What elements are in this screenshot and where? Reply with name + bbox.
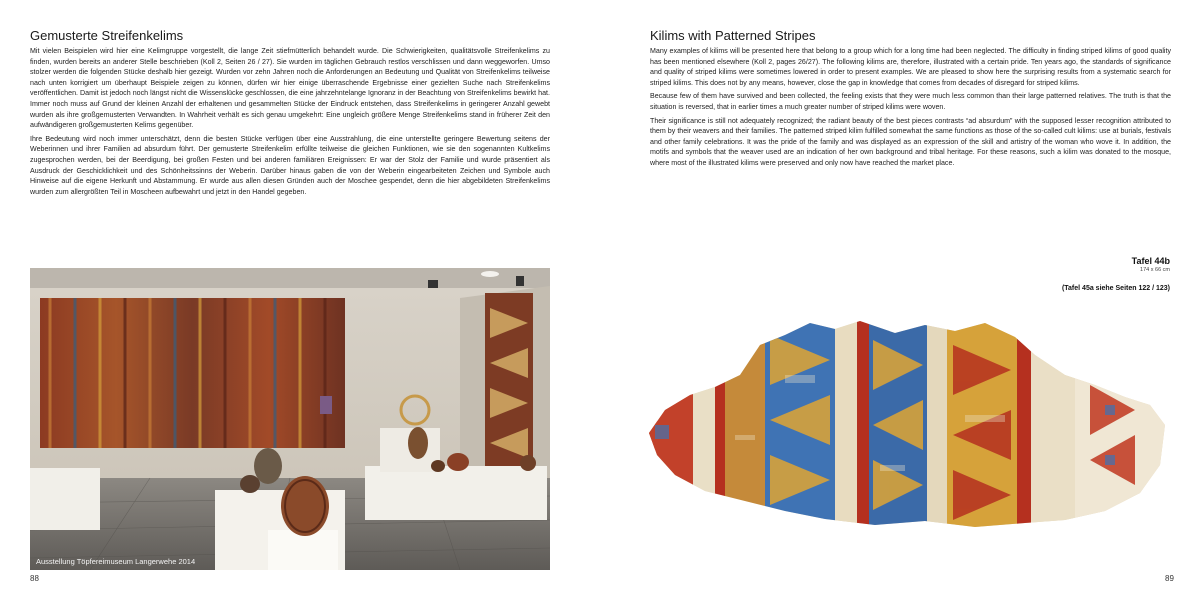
english-paragraph-2: Because few of them have survived and been collected, the feeling exists that they were much less common than their large patterned relatives. The truth is that the situation is reversed, that in earlier times a much greater number of striped kilims were woven. xyxy=(650,92,1171,111)
german-heading: Gemusterte Streifenkelims xyxy=(30,28,184,43)
english-paragraph-3: Their significance is still not adequately recognized; the radiant beauty of the best pieces contrasts “ad absurdum” with the supposed lesser recognition attributed to them by their weavers and their families. The patterned striped kilim fulfilled somewhat the same functions as those of the so-called cult kilims: use at burials, festivals and other family celebrations. It was the pride of the family and was displayed as an expression of the skill and artistry of the woman who wove it. In addition, the motifs and symbols that the weaver used are an indication of her own background and tribal heritage. For these reasons, such a kilim was donated to the mosque, where most of the illustrated kilims were preserved and only now have reached the market place. xyxy=(650,116,1171,167)
plate-dimensions: 174 x 66 cm xyxy=(1140,267,1170,273)
right-page-number: 89 xyxy=(1165,574,1174,583)
right-page xyxy=(600,0,1200,600)
german-paragraph-2: Ihre Bedeutung wird noch immer unterschätzt, denn die besten Stücke verfügen über eine Ausstrahlung, die eine unterstellte geringere Bewertung seitens der Weberinnen und ihrer Familien ad absurdum führt. Der gemusterte Streifenkelim erfüllte teilweise die gleichen Funktionen, wie sie den sogenannten Kultkelims zugesprochen werden, bei der Beerdigung, bei großen Festen und bei anderen familiären Ereignissen: Er war der Stolz der Familie und wurde präsentiert als Ausdruck der Geschicklichkeit und des Schönheitssinns der Weberin. Darüber hinaus gaben die von der Weberin eingearbeiteten Zeichen und Symbole auch Hinweise auf die eigene Herkunft und Abstammung. Er wurde aus allen diesen Gründen auch der Moschee gespendet, denn die hier abgebildeten Streifenkelims wurden zum allergrößten Teil in Moscheen aufbewahrt und jetzt in den Handel gegeben. xyxy=(30,134,550,196)
plate-title: Tafel 44b xyxy=(1131,256,1170,266)
english-body-text xyxy=(650,46,1171,172)
german-body-text xyxy=(30,46,550,200)
english-heading: Kilims with Patterned Stripes xyxy=(650,28,816,43)
german-paragraph-1: Mit vielen Beispielen wird hier eine Kelimgruppe vorgestellt, die lange Zeit stiefmütterlich behandelt wurde. Die Schwierigkeiten, qualitätsvolle Streifenkelims zu finden, wurden bereits an anderer Stelle beschrieben (Koll 2, Seiten 26 / 27). Sie wurden im täglichen Gebrauch restlos verschlissen und dann weggeworfen. Umso stolzer werden die folgenden Stücke deshalb hier gezeigt. Wurden vor zehn Jahren noch die Anforderungen an Bedeutung und Qualität von Streifenkelims teilweise nach unten korrigiert um überhaupt Beispiele zeigen zu können, dürfen wir hier einige überraschende Ergebnisse einer gezielten Suche nach Streifenkelims veröffentlichen. Damit ist jedoch noch längst nicht die Wissenslücke geschlossen, die eine jahrzehntelange Ignoranz in der Beachtung von Streifenkelims bewirkt hat. Immer noch muss auf Grund der kleinen Anzahl der erhaltenen und gesammelten Stücke der Eindruck entstehen, dass Streifenkelims in geringerer Anzahl gewebt wurden als ihre großgemusterten Verwandten. In Wahrheit verhält es sich genau umgekehrt: Eine ungleich größere Menge Streifenkelims stand in früherer Zeit den aufwändigeren großgemusterten Kelims gegenüber. xyxy=(30,47,550,130)
striped-kilim-image xyxy=(635,315,1175,530)
plate-reference: (Tafel 45a siehe Seiten 122 / 123) xyxy=(1061,285,1170,292)
photo-caption: Ausstellung Töpfereimuseum Langerwehe 2014 xyxy=(36,557,196,566)
english-paragraph-1: Many examples of kilims will be presented here that belong to a group which for a long time had been neglected. The difficulty in finding striped kilims of good quality has been mentioned elsewhere (Koll 2, pages 26/27). The following kilims are, therefore, illustrated with a certain pride. Ten years ago, the standards of significance and quality of striped kilims were sometimes lowered in order to present examples. We are pleased to show here the surprising results from a systematic search for striped kilims. This does not by any means, however, close the gap in knowledge that comes from decades of disregard for striped kilims. xyxy=(650,47,1171,87)
museum-exhibition-photo xyxy=(30,268,550,570)
left-page-number: 88 xyxy=(30,574,39,583)
